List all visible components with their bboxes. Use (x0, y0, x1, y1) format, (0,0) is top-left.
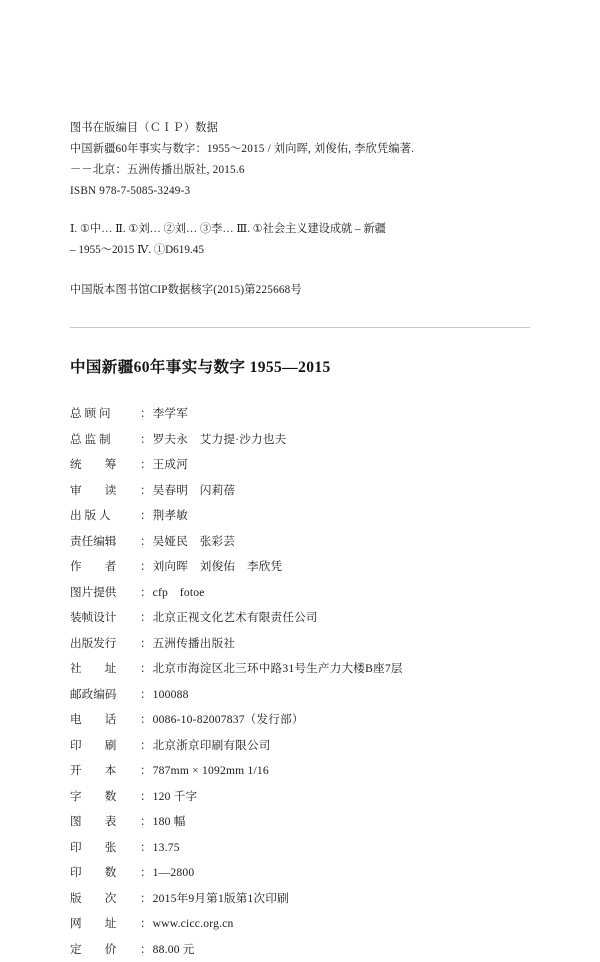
credit-value: cfp fotoe (153, 580, 530, 606)
credit-separator: ： (140, 478, 153, 504)
credit-label: 版 次 (70, 886, 140, 912)
credit-label: 邮政编码 (70, 682, 140, 708)
credit-row (70, 682, 530, 708)
credit-label: 印 数 (70, 860, 140, 886)
cip-line: －－北京：五洲传播出版社, 2015.6 (70, 160, 530, 181)
credit-separator: ： (140, 733, 153, 759)
credit-label: 网 址 (70, 911, 140, 937)
credit-row (70, 733, 530, 759)
credit-value: 刘向晖 刘俊佑 李欣凭 (153, 554, 530, 580)
credit-row (70, 554, 530, 580)
credit-value: 罗夫永 艾力提·沙力也夫 (153, 427, 530, 453)
credit-separator: ： (140, 503, 153, 529)
credit-row (70, 886, 530, 912)
credit-separator: ： (140, 554, 153, 580)
credit-value: 北京正视文化艺术有限责任公司 (153, 605, 530, 631)
credit-value: 120 千字 (153, 784, 530, 810)
credit-separator: ： (140, 886, 153, 912)
credit-row (70, 707, 530, 733)
credit-value: 五洲传播出版社 (153, 631, 530, 657)
credit-value: 吴春明 闪莉蓓 (153, 478, 530, 504)
credit-value: 李学军 (153, 401, 530, 427)
credit-separator: ： (140, 860, 153, 886)
credit-row (70, 784, 530, 810)
credit-label: 印 刷 (70, 733, 140, 759)
credit-value: 13.75 (153, 835, 530, 861)
cip-line: ISBN 978-7-5085-3249-3 (70, 181, 530, 202)
credit-label: 社 址 (70, 656, 140, 682)
credit-separator: ： (140, 707, 153, 733)
credits-list (70, 401, 530, 962)
credit-row (70, 401, 530, 427)
credit-separator: ： (140, 835, 153, 861)
credit-value: 1—2800 (153, 860, 530, 886)
credit-row (70, 835, 530, 861)
credit-separator: ： (140, 427, 153, 453)
credit-separator: ： (140, 452, 153, 478)
credit-row (70, 478, 530, 504)
credit-row (70, 605, 530, 631)
credit-value: 荆孝敏 (153, 503, 530, 529)
credit-label: 出 版 人 (70, 503, 140, 529)
credit-label: 字 数 (70, 784, 140, 810)
credit-row (70, 860, 530, 886)
credit-row (70, 427, 530, 453)
credit-row (70, 631, 530, 657)
credit-value: 吴娅民 张彩芸 (153, 529, 530, 555)
credit-value: 100088 (153, 682, 530, 708)
spacer (70, 261, 530, 280)
credit-separator: ： (140, 784, 153, 810)
page-title: 中国新疆60年事实与数字 1955—2015 (70, 357, 530, 379)
credit-separator: ： (140, 937, 153, 962)
credit-separator: ： (140, 605, 153, 631)
credit-row (70, 529, 530, 555)
credit-row (70, 758, 530, 784)
credit-value: 王成河 (153, 452, 530, 478)
credit-row (70, 937, 530, 962)
credit-label: 开 本 (70, 758, 140, 784)
cip-classification-line: – 1955～2015 Ⅳ. ①D619.45 (70, 240, 530, 261)
credit-label: 图片提供 (70, 580, 140, 606)
credit-separator: ： (140, 682, 153, 708)
cip-number: 中国版本图书馆CIP数据核字(2015)第225668号 (70, 280, 530, 301)
credit-label: 总 监 制 (70, 427, 140, 453)
credit-row (70, 809, 530, 835)
credit-value: 88.00 元 (153, 937, 530, 962)
credit-label: 审 读 (70, 478, 140, 504)
credit-row (70, 452, 530, 478)
credit-separator: ： (140, 580, 153, 606)
credit-label: 责任编辑 (70, 529, 140, 555)
credit-label: 总 顾 问 (70, 401, 140, 427)
credit-label: 出版发行 (70, 631, 140, 657)
cip-classification-line: Ⅰ. ①中… Ⅱ. ①刘… ②刘… ③李… Ⅲ. ①社会主义建设成就 – 新疆 (70, 219, 530, 240)
divider (70, 327, 530, 328)
credit-separator: ： (140, 631, 153, 657)
credit-value: 180 幅 (153, 809, 530, 835)
credit-value: 2015年9月第1版第1次印刷 (153, 886, 530, 912)
credit-value: www.cicc.org.cn (153, 911, 530, 937)
credit-label: 印 张 (70, 835, 140, 861)
credit-row (70, 580, 530, 606)
credit-row (70, 911, 530, 937)
credit-row (70, 656, 530, 682)
credit-separator: ： (140, 809, 153, 835)
cip-line: 图书在版编目（ＣＩＰ）数据 (70, 118, 530, 139)
credit-row (70, 503, 530, 529)
credit-label: 作 者 (70, 554, 140, 580)
credit-separator: ： (140, 758, 153, 784)
credit-separator: ： (140, 529, 153, 555)
credit-label: 定 价 (70, 937, 140, 962)
credit-label: 电 话 (70, 707, 140, 733)
credit-separator: ： (140, 401, 153, 427)
spacer (70, 202, 530, 219)
credit-label: 装帧设计 (70, 605, 140, 631)
credit-value: 787mm × 1092mm 1/16 (153, 758, 530, 784)
credit-value: 0086-10-82007837（发行部） (153, 707, 530, 733)
credit-label: 图 表 (70, 809, 140, 835)
credit-value: 北京浙京印刷有限公司 (153, 733, 530, 759)
credit-separator: ： (140, 911, 153, 937)
cip-line: 中国新疆60年事实与数字：1955～2015 / 刘向晖, 刘俊佑, 李欣凭编著. (70, 139, 530, 160)
credit-separator: ： (140, 656, 153, 682)
credit-value: 北京市海淀区北三环中路31号生产力大楼B座7层 (153, 656, 530, 682)
credit-label: 统 筹 (70, 452, 140, 478)
cip-block (70, 118, 530, 301)
